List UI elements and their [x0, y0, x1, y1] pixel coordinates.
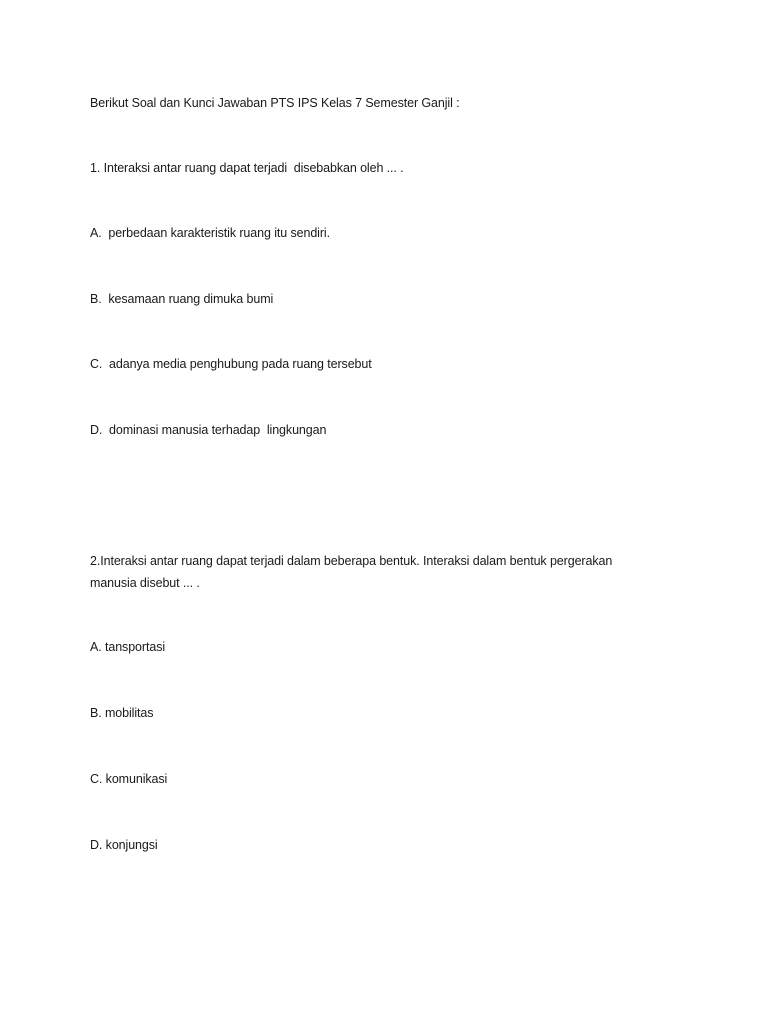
question-2-option-b: B. mobilitas [90, 706, 154, 720]
question-1-text: 1. Interaksi antar ruang dapat terjadi disebabkan oleh ... . [90, 161, 404, 175]
question-2-option-a: A. tansportasi [90, 640, 166, 654]
question-1-option-c: C. adanya media penghubung pada ruang tersebut [90, 357, 372, 371]
question-2-option-c: C. komunikasi [90, 772, 168, 786]
intro-text: Berikut Soal dan Kunci Jawaban PTS IPS Kelas 7 Semester Ganjil : [90, 96, 460, 110]
question-1-option-b: B. kesamaan ruang dimuka bumi [90, 292, 274, 306]
question-2-option-d: D. konjungsi [90, 838, 158, 852]
question-1-option-d: D. dominasi manusia terhadap lingkungan [90, 423, 327, 437]
question-2-text-line-1: 2.Interaksi antar ruang dapat terjadi dalam beberapa bentuk. Interaksi dalam bentuk pergerakan [90, 554, 613, 568]
question-2-text-line-2: manusia disebut ... . [90, 576, 200, 590]
question-1-option-a: A. perbedaan karakteristik ruang itu sendiri. [90, 226, 330, 240]
